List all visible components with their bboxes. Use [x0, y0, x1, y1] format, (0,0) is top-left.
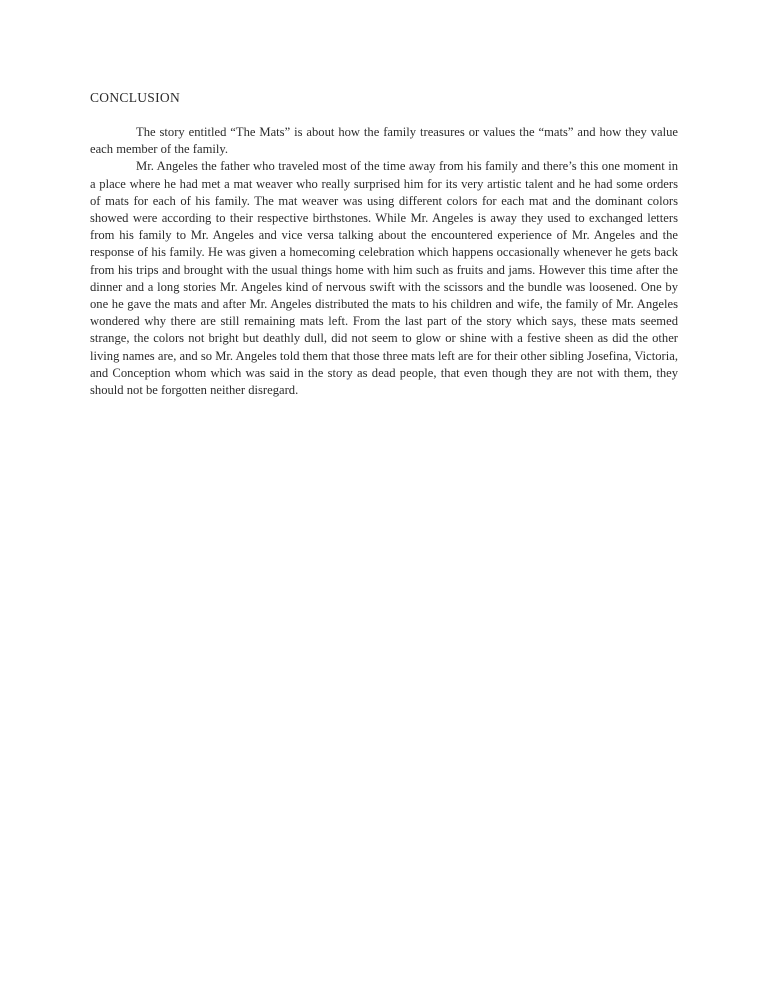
paragraph-summary: Mr. Angeles the father who traveled most of the time away from his family and there’s this one moment in a place where he had met a mat weaver who really surprised him for its very artistic talent and he had some orders of mats for each of his family. The mat weaver was using different colors for each mat and the dominant colors showed were according to their respective birthstones. While Mr. Angeles is away they used to exchanged letters from his family to Mr. Angeles and vice versa talking about the encountered experience of Mr. Angeles and the response of his family. He was given a homecoming celebration which happens occasionally whenever he gets back from his trips and brought with the usual things home with him such as fruits and jams. However this time after the dinner and a long stories Mr. Angeles kind of nervous swift with the scissors and the bundle was loosened. One by one he gave the mats and after Mr. Angeles distributed the mats to his children and wife, the family of Mr. Angeles wondered why there are still remaining mats left. From the last part of the story which says, these mats seemed strange, the colors not bright but deathly dull, did not seem to glow or shine with a festive sheen as did the other living names are, and so Mr. Angeles told them that those three mats left are for their other sibling Josefina, Victoria, and Conception whom which was said in the story as dead people, that even though they are not with them, they should not be forgotten neither disregard.: [90, 159, 678, 398]
paragraph-intro: The story entitled “The Mats” is about how the family treasures or values the “mats” and how they value each member of the family.: [90, 125, 678, 157]
section-heading: CONCLUSION: [90, 90, 181, 105]
document-body: [90, 90, 678, 399]
